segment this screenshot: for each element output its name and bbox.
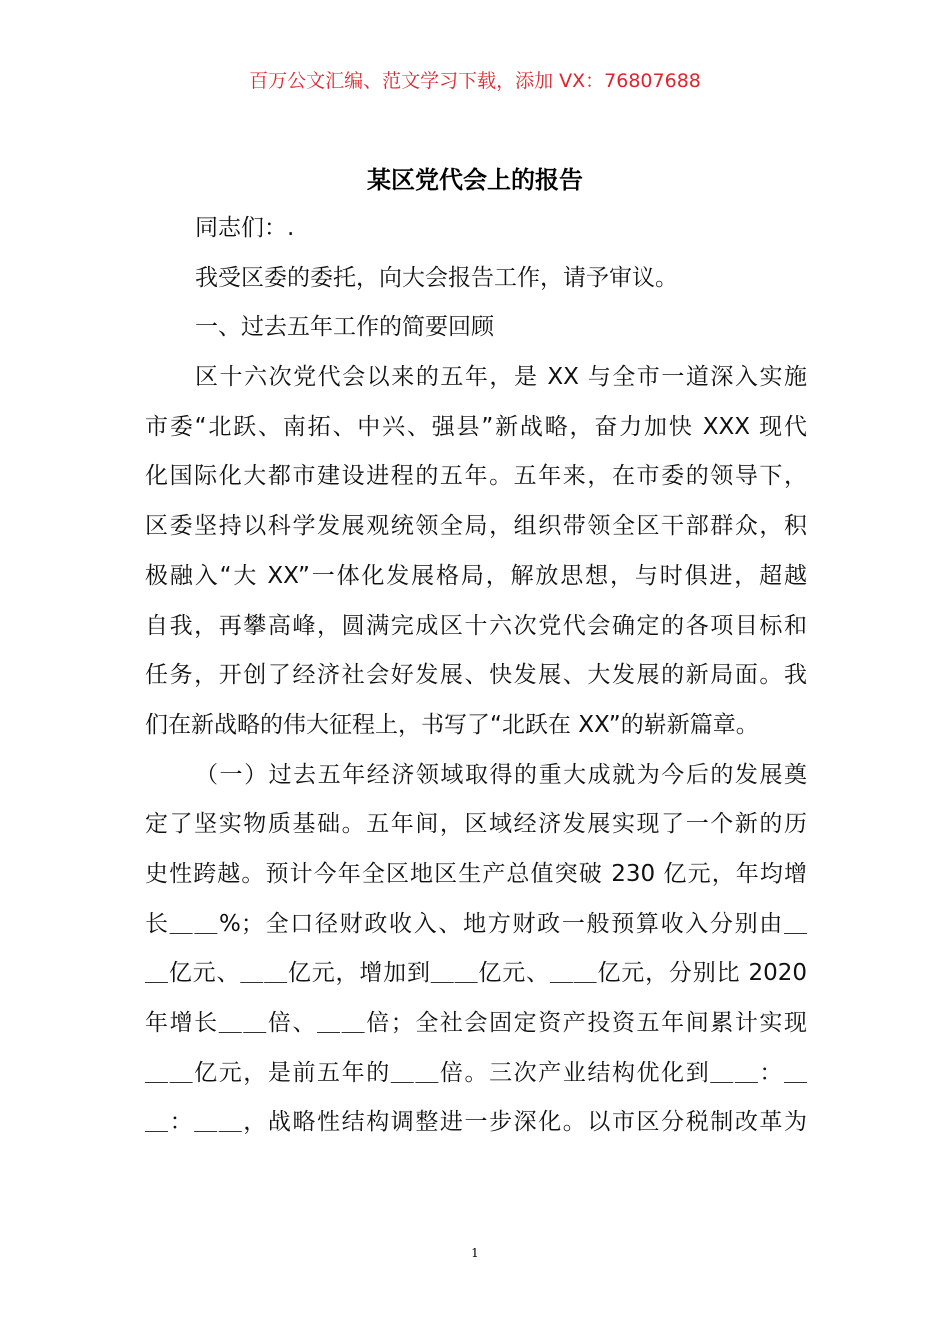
paragraph-line: 们在新战略的伟大征程上，书写了“北跃在 XX”的崭新篇章。 [145, 711, 759, 738]
document-body [145, 204, 807, 1148]
paragraph-line: 长＿＿%；全口径财政收入、地方财政一般预算收入分别由＿ [145, 910, 807, 937]
paragraph-line: 定了坚实物质基础。五年间，区域经济发展实现了一个新的历 [145, 811, 807, 838]
paragraph-line: 自我，再攀高峰，圆满完成区十六次党代会确定的各项目标和 [145, 612, 807, 639]
paragraph-line: 化国际化大都市建设进程的五年。五年来，在市委的领导下， [145, 463, 807, 490]
paragraph-line: ＿亿元、＿＿亿元，增加到＿＿亿元、＿＿亿元，分别比 2020 [145, 960, 807, 987]
paragraph-line: ＿＿亿元，是前五年的＿＿倍。三次产业结构优化到＿＿：＿ [145, 1059, 807, 1086]
salutation: 同志们：. [195, 215, 295, 241]
paragraph-line: ＿：＿＿，战略性结构调整进一步深化。以市区分税制改革为 [145, 1109, 807, 1136]
section-heading: 一、过去五年工作的简要回顾 [195, 314, 494, 341]
document-title: 某区党代会上的报告 [367, 166, 583, 194]
paragraph-line: 史性跨越。预计今年全区地区生产总值突破 230 亿元，年均增 [145, 860, 807, 887]
watermark-banner: 百万公文汇编、范文学习下载，添加 VX：76807688 [249, 70, 701, 92]
paragraph-line: 年增长＿＿倍、＿＿倍；全社会固定资产投资五年间累计实现 [145, 1010, 807, 1036]
paragraph-line: 极融入“大 XX”一体化发展格局，解放思想，与时俱进，超越 [145, 562, 807, 589]
paragraph-line: 我受区委的委托，向大会报告工作，请予审议。 [195, 264, 678, 291]
paragraph-line: 市委“北跃、南拓、中兴、强县”新战略，奋力加快 XXX 现代 [145, 413, 807, 440]
paragraph-line: 区十六次党代会以来的五年，是 XX 与全市一道深入实施 [195, 364, 807, 391]
paragraph-line: 区委坚持以科学发展观统领全局，组织带领全区干部群众，积 [145, 513, 807, 540]
subsection-line: （一）过去五年经济领域取得的重大成就为今后的发展奠 [195, 761, 807, 788]
page-number: 1 [471, 1246, 479, 1260]
paragraph-line: 任务，开创了经济社会好发展、快发展、大发展的新局面。我 [145, 662, 807, 689]
